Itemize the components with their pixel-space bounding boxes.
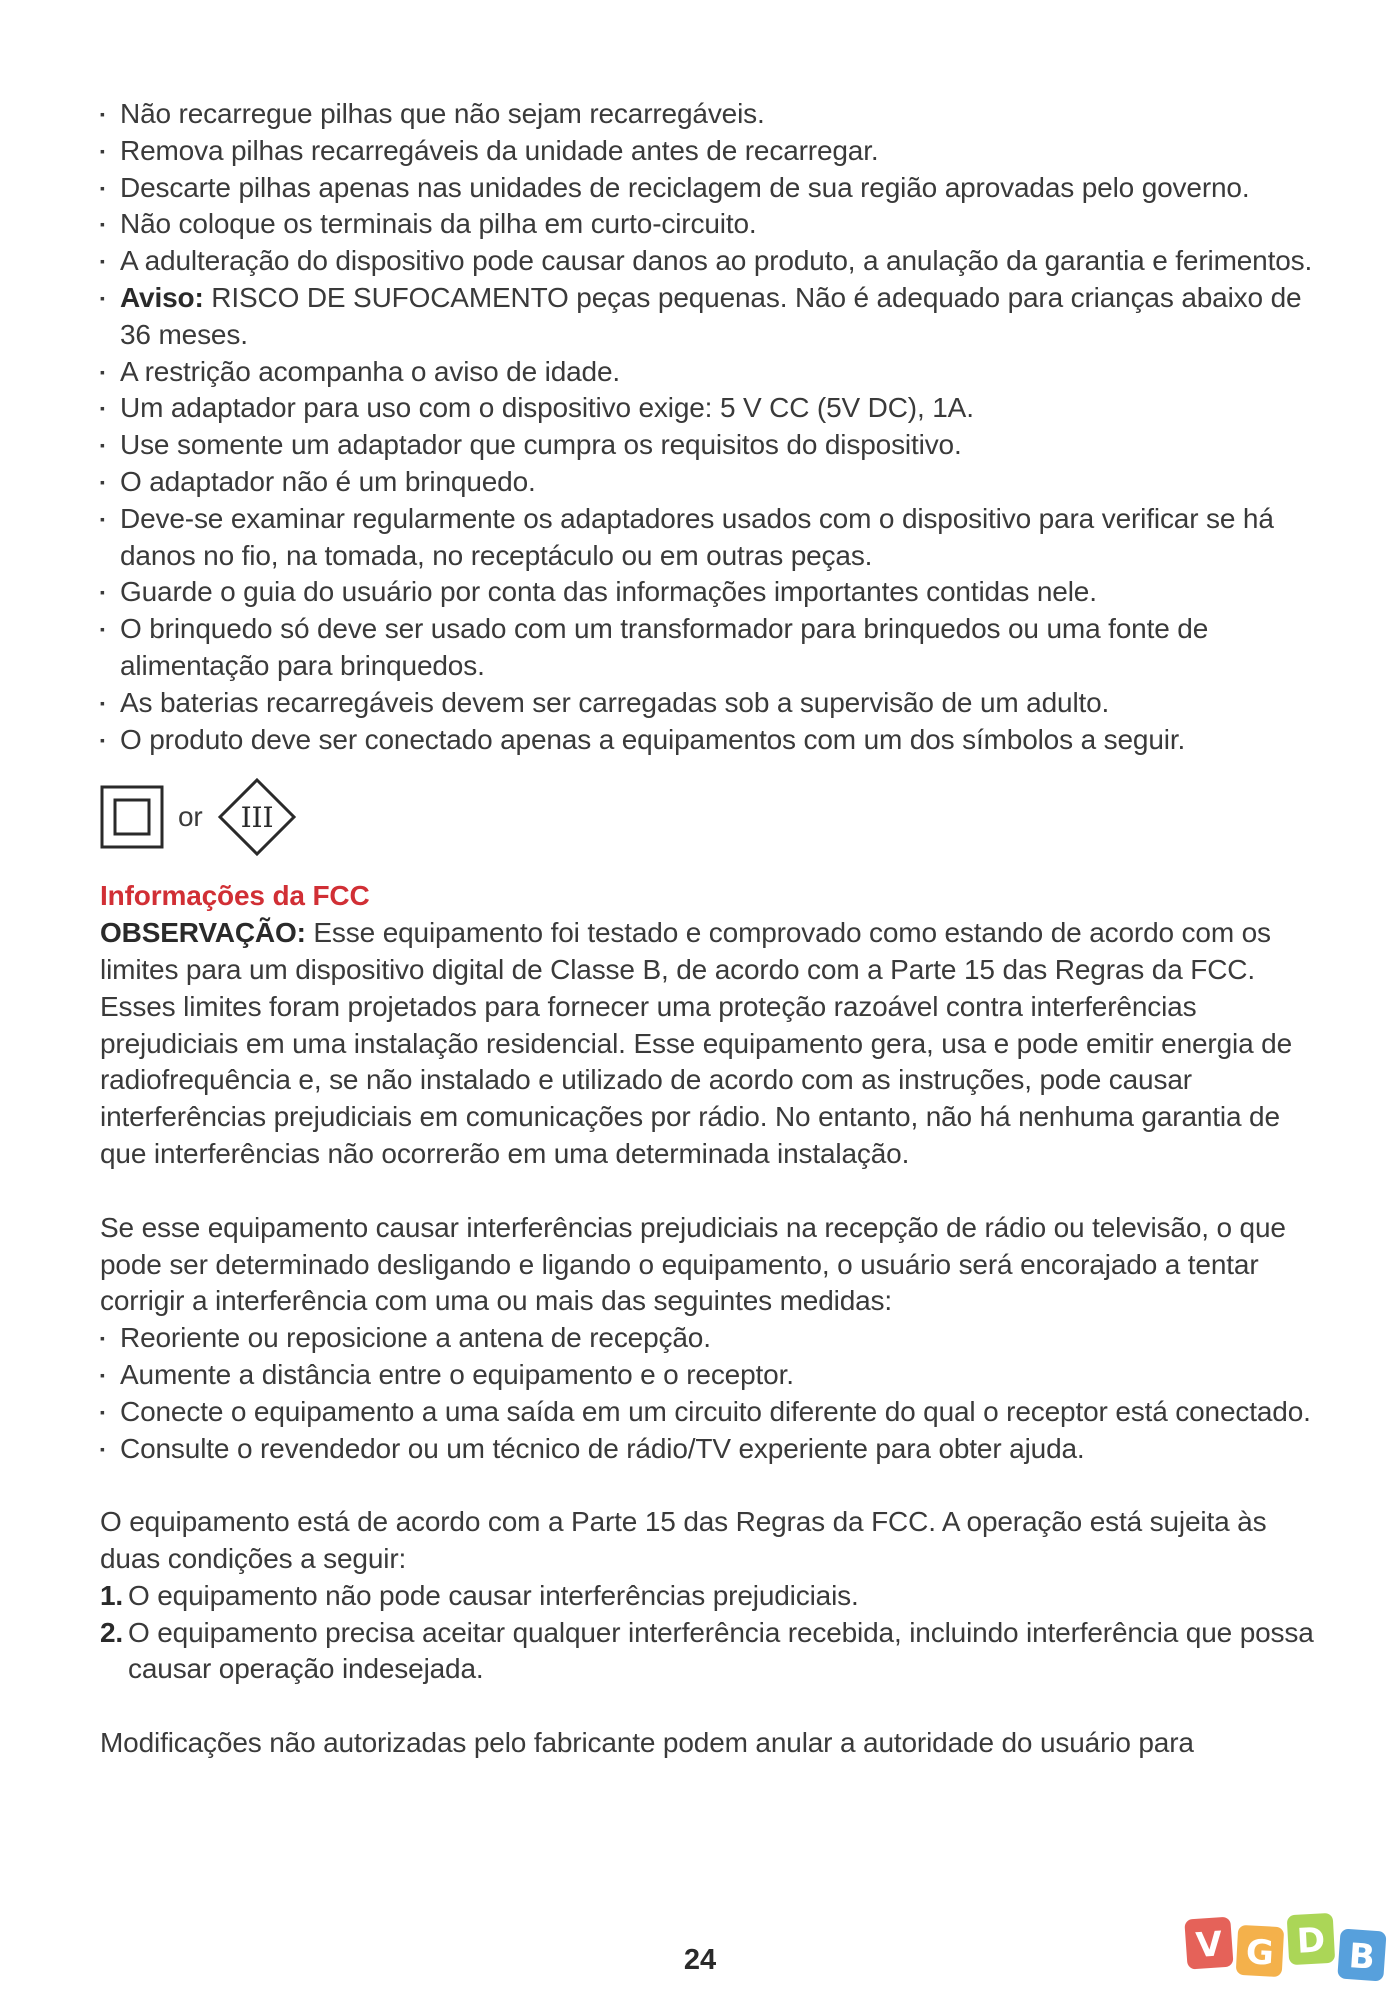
modifications-paragraph: Modificações não autorizadas pelo fabricante podem anular a autoridade do usuário para bbox=[100, 1727, 1194, 1759]
safety-bullet: ▪ Descarte pilhas apenas nas unidades de reciclagem de sua região aprovadas pelo governo. bbox=[100, 170, 1315, 207]
measure-bullet: ▪ Conecte o equipamento a uma saída em um circuito diferente do qual o receptor está conectado. bbox=[100, 1394, 1315, 1431]
condition-number: 2. bbox=[100, 1616, 124, 1648]
page-number: 24 bbox=[683, 1944, 717, 1976]
safety-bullet: ▪ Guarde o guia do usuário por conta das informações importantes contidas nele. bbox=[100, 574, 1315, 611]
safety-bullet: ▪ Um adaptador para uso com o dispositivo exige: 5 V CC (5V DC), 1A. bbox=[100, 390, 1315, 427]
condition-number: 1. bbox=[100, 1579, 124, 1611]
paragraph-spacer bbox=[100, 1173, 1315, 1210]
safety-bullet: ▪ O produto deve ser conectado apenas a equipamentos com um dos símbolos a seguir. bbox=[100, 722, 1315, 759]
manual-page-content bbox=[100, 96, 1315, 1762]
vgdb-watermark-logo bbox=[1184, 1910, 1389, 1986]
safety-bullet: ▪ Deve-se examinar regularmente os adaptadores usados com o dispositivo para verificar se há danos no fio, na tomada, no receptáculo ou em outras peças. bbox=[100, 501, 1315, 575]
compliance-conditions-list bbox=[100, 1578, 1315, 1688]
safety-bullet-warning: ▪ Aviso: RISCO DE SUFOCAMENTO peças pequenas. Não é adequado para crianças abaixo de 36 meses. bbox=[100, 280, 1315, 354]
safety-bullet: ▪ A adulteração do dispositivo pode causar danos ao produto, a anulação da garantia e ferimentos. bbox=[100, 243, 1315, 280]
interference-measures-list bbox=[100, 1320, 1315, 1467]
warning-label: Aviso: bbox=[120, 281, 204, 313]
safety-bullet: ▪ Use somente um adaptador que cumpra os requisitos do dispositivo. bbox=[100, 427, 1315, 464]
safety-bullet: ▪ O adaptador não é um brinquedo. bbox=[100, 464, 1315, 501]
class-ii-double-square-icon bbox=[100, 785, 164, 849]
logo-letter: G bbox=[1244, 1932, 1275, 1974]
logo-letter: D bbox=[1295, 1920, 1327, 1962]
safety-bullet-list bbox=[100, 96, 1315, 758]
safety-bullet: ▪ Não coloque os terminais da pilha em curto-circuito. bbox=[100, 206, 1315, 243]
fcc-note-label: OBSERVAÇÃO: bbox=[100, 917, 306, 949]
interference-intro-paragraph: Se esse equipamento causar interferências prejudiciais na recepção de rádio ou televisão, o que pode ser determinado desligando e ligando o equipamento, o usuário será encorajado a tentar corrigir a interferência com uma ou mais das seguintes medidas: bbox=[100, 1211, 1286, 1317]
measure-bullet: ▪ Aumente a distância entre o equipamento e o receptor. bbox=[100, 1357, 1315, 1394]
class-iii-label: III bbox=[240, 801, 273, 835]
logo-letter: V bbox=[1194, 1924, 1224, 1966]
or-text: or bbox=[178, 800, 203, 832]
safety-bullet: ▪ Remova pilhas recarregáveis da unidade antes de recarregar. bbox=[100, 133, 1315, 170]
measure-bullet: ▪ Reoriente ou reposicione a antena de recepção. bbox=[100, 1320, 1315, 1357]
logo-letter: B bbox=[1347, 1936, 1377, 1978]
safety-bullet: ▪ Não recarregue pilhas que não sejam recarregáveis. bbox=[100, 96, 1315, 133]
paragraph-spacer bbox=[100, 1688, 1315, 1725]
fcc-section-heading: Informações da FCC bbox=[100, 880, 370, 912]
condition-item: 1. O equipamento não pode causar interferências prejudiciais. bbox=[100, 1578, 1315, 1615]
compliance-intro-paragraph: O equipamento está de acordo com a Parte 15 das Regras da FCC. A operação está sujeita às duas condições a seguir: bbox=[100, 1506, 1267, 1575]
equipment-symbols-row bbox=[100, 776, 1315, 858]
condition-item: 2. O equipamento precisa aceitar qualquer interferência recebida, incluindo interferência que possa causar operação indesejada. bbox=[100, 1616, 1314, 1685]
fcc-note-paragraph: OBSERVAÇÃO: Esse equipamento foi testado e comprovado como estando de acordo com os limites para um dispositivo digital de Classe B, de acordo com a Parte 15 das Regras da FCC. Esses limites foram projetados para fornecer uma proteção razoável contra interferências prejudiciais em uma instalação residencial. Esse equipamento gera, usa e pode emitir energia de radiofrequência e, se não instalado e utilizado de acordo com as instruções, pode causar interferências prejudiciais em comunicações por rádio. No entanto, não há nenhuma garantia de que interferências não ocorrerão em uma determinada instalação. bbox=[100, 917, 1292, 1169]
safety-bullet: ▪ A restrição acompanha o aviso de idade. bbox=[100, 354, 1315, 391]
safety-bullet: ▪ O brinquedo só deve ser usado com um transformador para brinquedos ou uma fonte de alimentação para brinquedos. bbox=[100, 611, 1315, 685]
safety-bullet: ▪ As baterias recarregáveis devem ser carregadas sob a supervisão de um adulto. bbox=[100, 685, 1315, 722]
class-iii-diamond-icon bbox=[217, 777, 297, 857]
paragraph-spacer bbox=[100, 1467, 1315, 1504]
measure-bullet: ▪ Consulte o revendedor ou um técnico de rádio/TV experiente para obter ajuda. bbox=[100, 1431, 1315, 1468]
